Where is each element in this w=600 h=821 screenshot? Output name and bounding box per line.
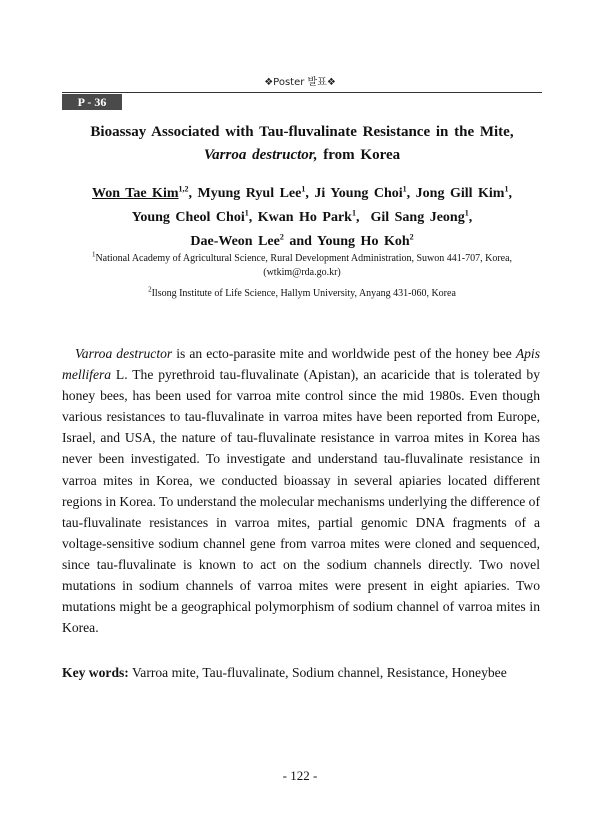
author-affiliation-mark: 1 xyxy=(351,208,356,218)
abstract-text-1: is an ecto-parasite mite and worldwide pest of the honey bee xyxy=(172,346,516,361)
keywords-text: Varroa mite, Tau-fluvalinate, Sodium channel, Resistance, Honeybee xyxy=(128,665,507,680)
abstract-text-2: L. The pyrethroid tau-fluvalinate (Apistan), an acaricide that is tolerated by honey bees, has been used for varroa mite control since the mid 1980s. Even though various resistances to tau-fluvalinate in varroa mites have been reported from Europe, Israel, and USA, the nature of tau-fluvalinate resistance in varroa mites in Korea has never been investigated. To investigate and understand tau-fluvalinate resistance in varroa mites in Korea, we conducted bioassay in several apiaries located different regions in Korea. To understand the molecular mechanisms underlying the difference of tau-fluvalinate resistances in varroa mites, partial genomic DNA fragments of a voltage-sensitive sodium channel gene from varroa mites were cloned and sequenced, since tau-fluvalinate is known to act on the sodium channels directly. Two novel mutations in sodium channels of varroa mites were present in eight apiaries. Two mutations might be a geographical polymorphism of sodium channel of varroa mites in Korea. xyxy=(62,367,540,636)
title-species: Varroa destructor, xyxy=(203,147,318,163)
author-separator: , xyxy=(305,186,315,201)
author-name: Young Cheol Choi xyxy=(131,210,245,225)
paper-title xyxy=(62,121,542,167)
affiliation-2-text: Ilsong Institute of Life Science, Hallym University, Anyang 431-060, Korea xyxy=(151,288,456,299)
page-number: - 122 - xyxy=(282,768,318,783)
author-separator: , xyxy=(406,186,416,201)
author-name: Ji Young Choi xyxy=(314,186,403,201)
author-name: Dae-Weon Lee xyxy=(190,234,280,249)
affiliation-1-email: (wtkim@rda.go.kr) xyxy=(263,267,341,278)
author-name: Myung Ryul Lee xyxy=(197,186,302,201)
author-line-1 xyxy=(62,182,542,206)
author-name: Gil Sang Jeong xyxy=(370,210,465,225)
keywords-label: Key words: xyxy=(62,665,129,680)
author-separator: and xyxy=(283,234,317,249)
affiliation-2 xyxy=(62,287,542,301)
abstract-body xyxy=(62,343,540,638)
author-affiliation-mark: 1 xyxy=(464,208,469,218)
author-name: Kwan Ho Park xyxy=(257,210,352,225)
author-separator: , xyxy=(508,186,512,201)
author-affiliation-mark: 1 xyxy=(504,184,509,194)
author-affiliation-mark: 1,2 xyxy=(178,184,189,194)
author-line-3 xyxy=(62,230,542,254)
title-line-2-rest: from Korea xyxy=(317,147,401,163)
author-affiliation-mark: 1 xyxy=(244,208,249,218)
author-affiliation-mark: 2 xyxy=(279,232,284,242)
affiliation-2-mark: 2 xyxy=(148,285,152,294)
affiliation-1 xyxy=(62,252,542,280)
affiliation-1-mark: 1 xyxy=(91,250,96,259)
header-divider xyxy=(62,92,542,93)
author-affiliation-mark: 1 xyxy=(301,184,306,194)
author-separator: , xyxy=(468,210,473,225)
author-separator: , xyxy=(355,210,371,225)
author-name: Jong Gill Kim xyxy=(415,186,505,201)
author-affiliation-mark: 1 xyxy=(402,184,407,194)
author-line-2 xyxy=(62,206,542,230)
author-name: Young Ho Koh xyxy=(316,234,410,249)
author-name: Won Tae Kim xyxy=(92,186,179,201)
keywords xyxy=(62,663,542,683)
poster-number-badge: P - 36 xyxy=(62,94,122,110)
author-separator: , xyxy=(188,186,198,201)
affiliation-1-text: National Academy of Agricultural Science, Rural Development Administration, Suwon 441-707, Korea, xyxy=(95,253,513,264)
title-line-2 xyxy=(62,144,542,167)
author-separator: , xyxy=(248,210,258,225)
abstract-host: Apis mellifera xyxy=(62,346,540,383)
running-header: ❖Poster 발표❖ xyxy=(264,77,336,88)
abstract-species: Varroa destructor xyxy=(75,346,173,361)
title-line-1: Bioassay Associated with Tau-fluvalinate Resistance in the Mite, xyxy=(90,124,514,140)
author-affiliation-mark: 2 xyxy=(409,232,414,242)
author-list xyxy=(62,182,542,254)
